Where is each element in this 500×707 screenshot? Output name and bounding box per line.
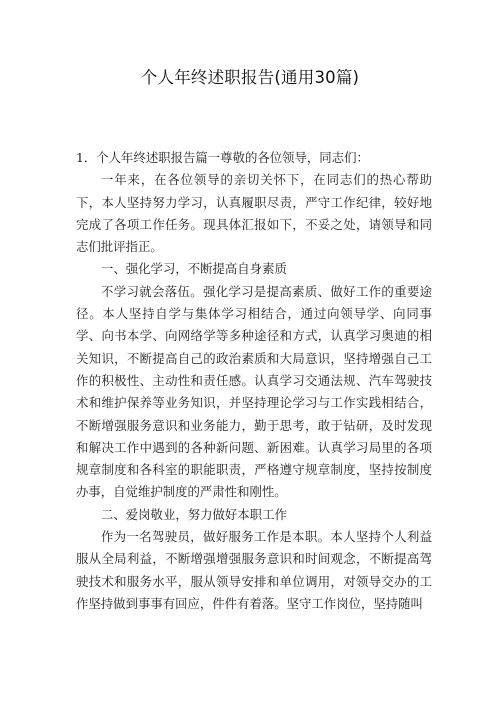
body-paragraph: 不学习就会落伍。强化学习是提高素质、做好工作的重要途径。本人坚持自学与集体学习相结合，通过向领导学、向同事学、向书本学、向网络学等多种途径和方式，认真学习奥迪的相关知识，不断提高自己的政治素质和大局意识，坚持增强自己工作的积极性、主动性和责任感。认真学习交通法规、汽车驾驶技术和维护保养等业务知识，并坚持理论学习与工作实践相结合，不断增强服务意识和业务能力，勤于思考，敢于钻研，及时发现和解决工作中遇到的各种新问题、新困难。认真学习局里的各项规章制度和各科室的职能职责，严格遵守规章制度，坚持按制度办事，自觉维护制度的严肃性和刚性。 (76, 283, 432, 500)
body-paragraph: 作为一名驾驶员，做好服务工作是本职。本人坚持个人利益服从全局利益，不断增强增强服务意识和时间观念，不断提高驾驶技术和服务水平，服从领导安排和单位调用，对领导交办的工作坚持做到事事有回应，件件有着落。坚守工作岗位，坚持随叫 (76, 529, 432, 611)
document-body (76, 147, 432, 615)
document-title: 个人年终述职报告(通用30篇) (140, 68, 360, 87)
section-heading-line: 1．个人年终述职报告篇一尊敬的各位领导，同志们： (76, 150, 369, 165)
body-paragraph: 一年来，在各位领导的亲切关怀下，在同志们的热心帮助下，本人坚持努力学习，认真履职尽责，严守工作纪律，较好地完成了各项工作任务。现具体汇报如下，不妥之处，请领导和同志们批评指正。 (76, 172, 432, 255)
section-subheading: 二、爱岗敬业，努力做好本职工作 (101, 506, 287, 522)
section-subheading: 一、强化学习，不断提高自身素质 (101, 261, 287, 277)
